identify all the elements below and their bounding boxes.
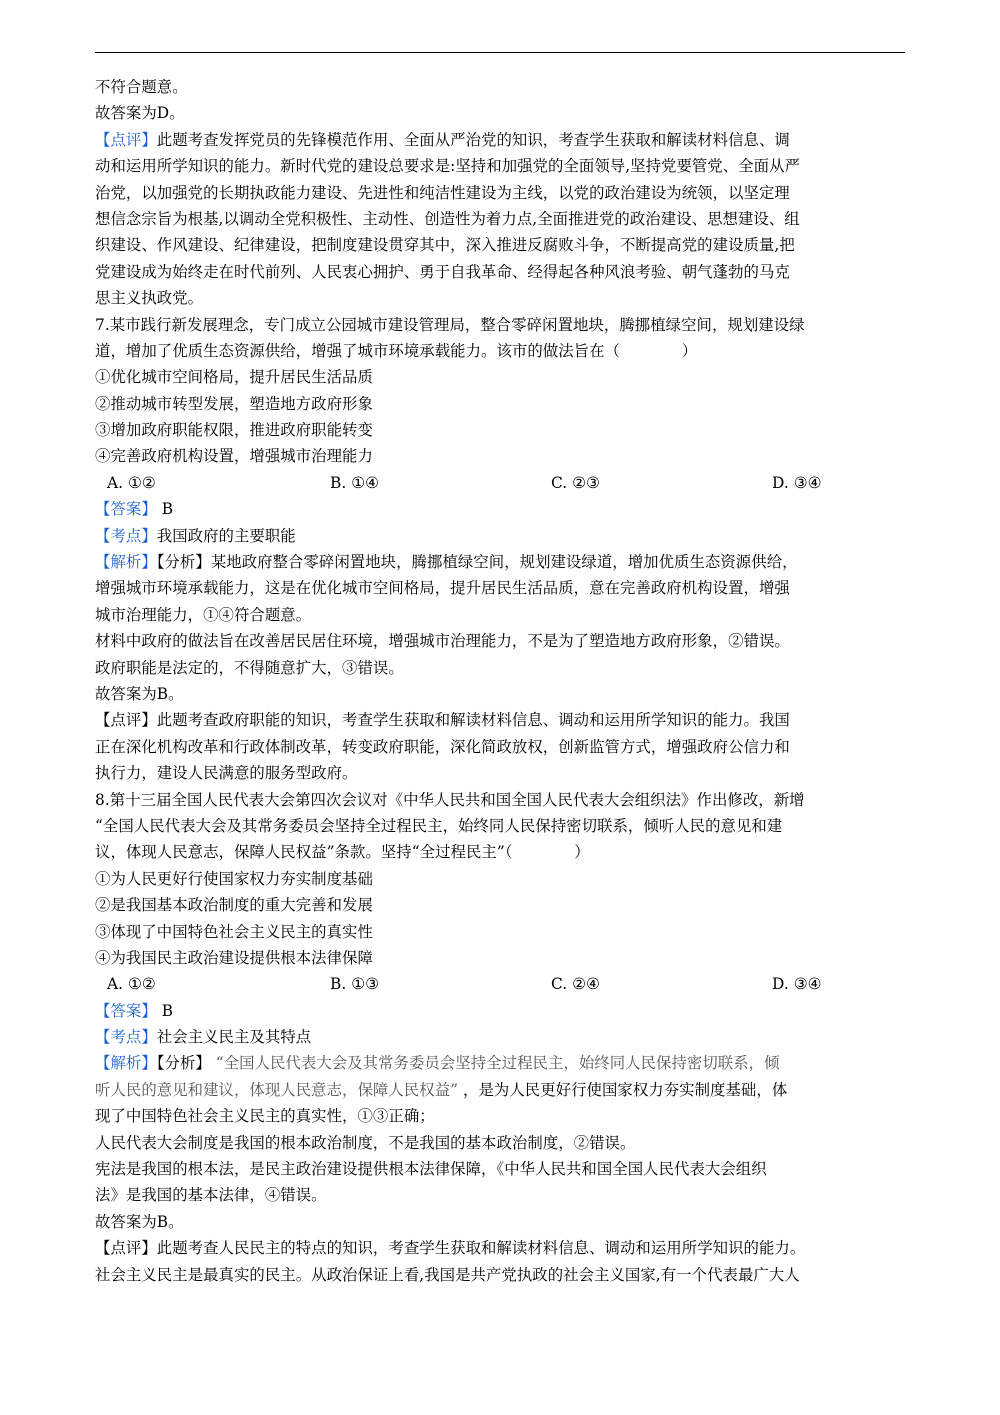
answer-line [95, 998, 907, 1024]
text-line: 宪法是我国的根本法，是民主政治建设提供根本法律保障，《中华人民共和国全国人民代表大会组织 [95, 1160, 767, 1179]
text-line: 正在深化机构改革和行政体制改革，转变政府职能，深化简政放权，创新监管方式，增强政府公信力和 [95, 737, 790, 756]
question-8-item: ②是我国基本政治制度的重大完善和发展 [95, 896, 373, 915]
question-7-item: ①优化城市空间格局，提升居民生活品质 [95, 368, 373, 387]
question-7-stem: 道，增加了优质生态资源供给，增强了城市环境承载能力。该市的做法旨在（ ） [95, 341, 698, 360]
review-line [95, 707, 907, 733]
text-line: 想信念宗旨为根基,以调动全党积极性、主动性、创造性为着力点,全面推进党的政治建设、思想建设、组 [95, 209, 800, 228]
text-line: 动和运用所学知识的能力。新时代党的建设总要求是:坚持和加强党的全面领导,坚持党要管党、全面从严 [95, 157, 801, 176]
option-b: B. ①③ [330, 975, 379, 994]
review-line [95, 127, 907, 153]
question-8-stem: 8.第十三届全国人民代表大会第四次会议对《中华人民共和国全国人民代表大会组织法》作出修改，新增 [95, 790, 805, 809]
text-line: 故答案为D。 [95, 104, 185, 123]
quoted-text: “全国人民代表大会及其常务委员会坚持全过程民主，始终同人民保持密切联系，倾 [215, 1054, 780, 1073]
document-body [95, 74, 907, 1288]
quoted-text: 听人民的意见和建议，体现人民意志，保障人民权益” [95, 1080, 459, 1099]
point-line [95, 523, 907, 549]
option-c: C. ②③ [551, 473, 600, 492]
review-line [95, 1235, 907, 1261]
review-text: 此题考查人民民主的特点的知识，考查学生获取和解读材料信息、调动和运用所学知识的能力。 [156, 1239, 806, 1258]
answer-line [95, 496, 907, 522]
option-d: D. ③④ [772, 975, 822, 994]
text-line: 执行力，建设人民满意的服务型政府。 [95, 764, 358, 783]
text-line: 故答案为B。 [95, 684, 184, 703]
question-7-item: ③增加政府职能权限，推进政府职能转变 [95, 421, 373, 440]
review-tag: 【点评】 [95, 711, 157, 730]
point-text: 我国政府的主要职能 [156, 526, 296, 545]
review-tag: 【点评】 [95, 130, 157, 149]
text-line: 党建设成为始终走在时代前列、人民衷心拥护、勇于自我革命、经得起各种风浪考验、朝气蓬勃的马克 [95, 262, 790, 281]
point-line [95, 1024, 907, 1050]
analysis-text: 【分析】某地政府整合零碎闲置地块，腾挪植绿空间，规划建设绿道，增加优质生态资源供给， [156, 553, 798, 572]
question-7-stem: 7.某市践行新发展理念，专门成立公园城市建设管理局，整合零碎闲置地块，腾挪植绿空间，规划建设绿 [95, 315, 805, 334]
question-8-item: ④为我国民主政治建设提供根本法律保障 [95, 948, 373, 967]
analysis-tag: 【解析】 [95, 1054, 157, 1073]
text-line: 思主义执政党。 [95, 289, 204, 308]
analysis-line [95, 1050, 907, 1076]
question-8-options [95, 971, 907, 997]
review-text: 此题考查发挥党员的先锋模范作用、全面从严治党的知识，考查学生获取和解读材料信息、调 [156, 130, 790, 149]
analysis-tag: 【解析】 [95, 553, 157, 572]
question-8-item: ①为人民更好行使国家权力夯实制度基础 [95, 869, 373, 888]
header-rule [95, 52, 905, 53]
answer-tag: 【答案】 [95, 500, 157, 519]
question-8-stem: “全国人民代表大会及其常务委员会坚持全过程民主，始终同人民保持密切联系，倾听人民的意见和建 [95, 816, 783, 835]
answer-tag: 【答案】 [95, 1001, 157, 1020]
question-8-stem: 议，体现人民意志，保障人民权益”条款。坚持“全过程民主”（ ） [95, 843, 590, 862]
analysis-text: ，是为人民更好行使国家权力夯实制度基础，体 [458, 1080, 788, 1099]
option-a: A. ①② [107, 473, 156, 492]
text-line: 人民代表大会制度是我国的根本政治制度，不是我国的基本政治制度，②错误。 [95, 1133, 636, 1152]
review-text: 此题考查政府职能的知识，考查学生获取和解读材料信息、调动和运用所学知识的能力。我国 [156, 711, 790, 730]
text-line: 织建设、作风建设、纪律建设，把制度建设贯穿其中，深入推进反腐败斗争，不断提高党的建设质量,把 [95, 236, 795, 255]
text-line: 法》是我国的基本法律，④错误。 [95, 1186, 327, 1205]
text-line: 治党，以加强党的长期执政能力建设、先进性和纯洁性建设为主线，以党的政治建设为统领，以坚定理 [95, 183, 790, 202]
text-line: 社会主义民主是最真实的民主。从政治保证上看,我国是共产党执政的社会主义国家,有一个代表最广大人 [95, 1265, 800, 1284]
answer-value: B [156, 500, 174, 519]
analysis-line [95, 549, 907, 575]
option-b: B. ①④ [330, 473, 379, 492]
question-7-item: ②推动城市转型发展，塑造地方政府形象 [95, 394, 373, 413]
question-8-item: ③体现了中国特色社会主义民主的真实性 [95, 922, 373, 941]
point-tag: 【考点】 [95, 526, 157, 545]
option-d: D. ③④ [772, 473, 822, 492]
analysis-line [95, 1077, 907, 1103]
question-7-options [95, 470, 907, 496]
option-a: A. ①② [107, 975, 156, 994]
text-line: 材料中政府的做法旨在改善居民居住环境，增强城市治理能力，不是为了塑造地方政府形象，②错误。 [95, 632, 790, 651]
text-line: 城市治理能力，①④符合题意。 [95, 605, 312, 624]
question-7-item: ④完善政府机构设置，增强城市治理能力 [95, 447, 373, 466]
option-c: C. ②④ [551, 975, 600, 994]
text-line: 故答案为B。 [95, 1212, 184, 1231]
analysis-label: 【分析】 [156, 1054, 216, 1073]
answer-value: B [156, 1001, 174, 1020]
review-tag: 【点评】 [95, 1239, 157, 1258]
point-tag: 【考点】 [95, 1028, 157, 1047]
text-line: 政府职能是法定的，不得随意扩大，③错误。 [95, 658, 404, 677]
text-line: 现了中国特色社会主义民主的真实性，①③正确； [95, 1107, 435, 1126]
point-text: 社会主义民主及其特点 [156, 1028, 312, 1047]
text-line: 不符合题意。 [95, 78, 188, 96]
text-line: 增强城市环境承载能力，这是在优化城市空间格局，提升居民生活品质，意在完善政府机构设置，增强 [95, 579, 790, 598]
